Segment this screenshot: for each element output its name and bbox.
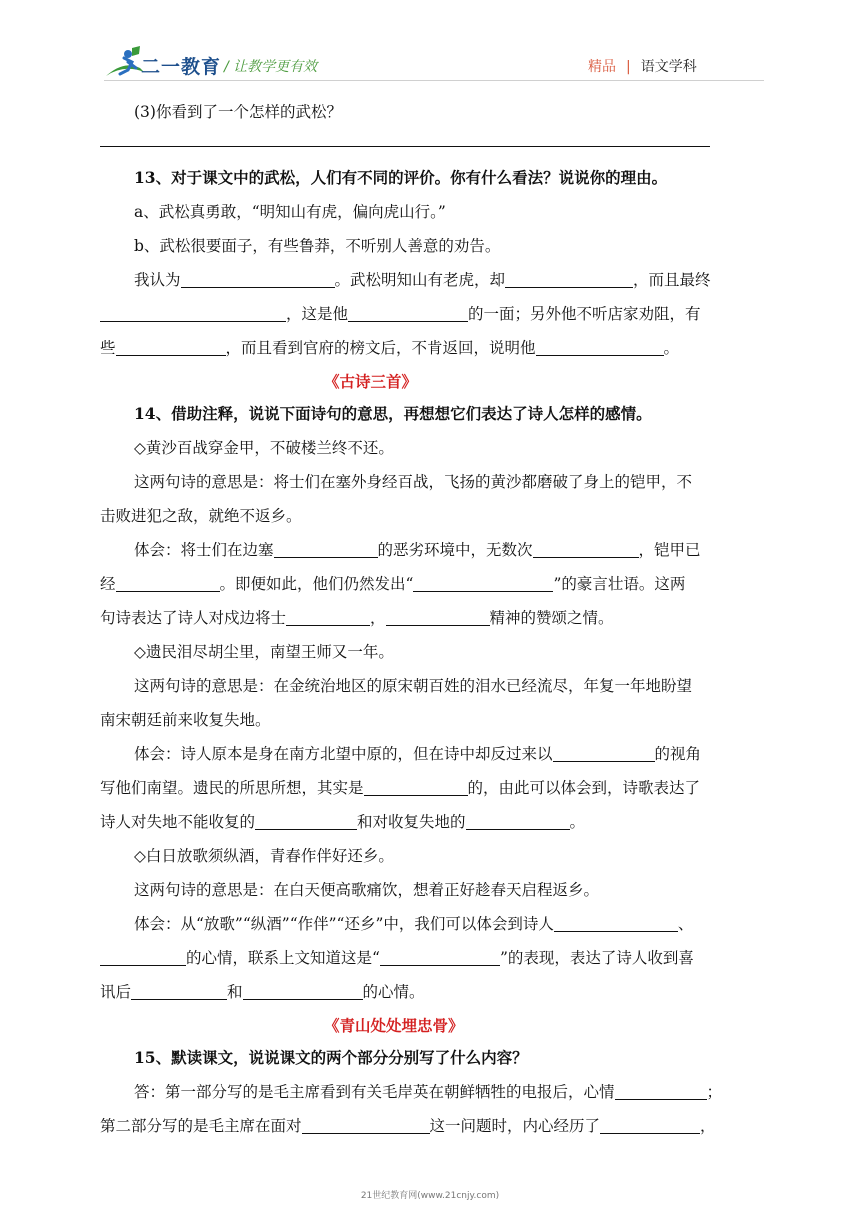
- q15-answer-1: [134, 1080, 722, 1102]
- q15-title: 15、默读课文，说说课文的两个部分分别写了什么内容？: [134, 1048, 528, 1067]
- blank: [380, 949, 500, 966]
- text-segment: ，而且看到官府的榜文后，不肯返回，说明他: [225, 339, 536, 357]
- header-separator: |: [626, 59, 631, 75]
- text-segment: 体会：从“放歌”“纵酒”“作伴”“还乡”中，我们可以体会到诗人: [134, 915, 554, 933]
- text-segment: 。即便如此，他们仍然发出“: [219, 575, 414, 593]
- text-segment: 的心情，联系上文知道这是“: [186, 949, 380, 967]
- subject-label: 语文学科: [640, 59, 697, 75]
- poem2-tihui-3: [100, 810, 585, 832]
- text-segment: ，: [700, 1117, 716, 1135]
- blank: [466, 813, 570, 830]
- text-segment: 。: [569, 813, 586, 831]
- poem1-meaning-1: 这两句诗的意思是：将士们在塞外身经百战，飞扬的黄沙都磨破了身上的铠甲，不: [134, 473, 693, 491]
- q13-line2: [100, 302, 701, 324]
- text-segment: 的，由此可以体会到，诗歌表达了: [467, 779, 701, 797]
- text-segment: 体会：将士们在边塞: [134, 541, 274, 559]
- blank: [348, 305, 468, 322]
- poem2-meaning-2: 南宋朝廷前来收复失地。: [100, 711, 271, 729]
- page-footer: 21世纪教育网(www.21cnjy.com): [360, 1191, 500, 1201]
- text-segment: 精神的赞颂之情。: [489, 609, 614, 627]
- poem-3: ◇白日放歌须纵酒，青春作伴好还乡。: [134, 847, 394, 865]
- brand-name: 二一教育: [141, 56, 222, 78]
- poem3-tihui-1: [134, 912, 693, 934]
- poem1-meaning-2: 击败进犯之敌，就绝不返乡。: [100, 507, 302, 525]
- poem2-tihui-1: [134, 742, 701, 764]
- section-title-qingshan: 《青山处处埋忠骨》: [324, 1016, 464, 1035]
- header-divider: [104, 80, 764, 81]
- text-segment: 讯后: [100, 983, 132, 1001]
- blank: [364, 779, 468, 796]
- q13-line1: [134, 268, 711, 290]
- poem1-tihui-1: [134, 538, 701, 560]
- poem2-meaning-1: 这两句诗的意思是：在金统治地区的原宋朝百姓的泪水已经流尽，年复一年地盼望: [134, 677, 693, 695]
- poem3-tihui-3: [100, 980, 425, 1002]
- blank: [505, 271, 633, 288]
- blank: [413, 575, 553, 592]
- page-header: [0, 0, 860, 85]
- text-segment: ，而且最终: [633, 271, 711, 289]
- blank: [131, 983, 227, 1000]
- blank: [533, 541, 639, 558]
- text-segment: 写他们南望。遗民的所思所想，其实是: [100, 779, 364, 797]
- text-segment: 这一问题时，内心经历了: [429, 1117, 601, 1135]
- blank: [181, 271, 335, 288]
- poem1-tihui-2: [100, 572, 685, 594]
- text-segment: 、: [677, 915, 694, 933]
- blank: [536, 339, 664, 356]
- text-segment: 的视角: [654, 745, 702, 763]
- text-segment: ，: [370, 609, 386, 627]
- poem3-tihui-2: [100, 946, 694, 968]
- quality-label: 精品: [588, 59, 616, 75]
- text-segment: ，铠甲已: [638, 541, 701, 559]
- text-segment: 我认为: [134, 271, 181, 289]
- slogan: / 让教学更有效: [224, 59, 318, 75]
- blank: [255, 813, 357, 830]
- text-segment: 经: [100, 575, 116, 593]
- text-segment: 第二部分写的是毛主席在面对: [100, 1117, 302, 1135]
- blank: [386, 609, 490, 626]
- text-segment: ，这是他: [286, 305, 349, 323]
- poem-1: ◇黄沙百战穿金甲，不破楼兰终不还。: [134, 439, 394, 457]
- blank: [615, 1083, 707, 1100]
- blank: [274, 541, 378, 558]
- q13-option-b: b、武松很要面子，有些鲁莽，不听别人善意的劝告。: [134, 237, 501, 255]
- blank: [116, 575, 220, 592]
- blank: [116, 339, 226, 356]
- text-segment: ”的豪言壮语。这两: [553, 575, 686, 593]
- text-segment: 。: [663, 339, 680, 357]
- text-segment: ”的表现，表达了诗人收到喜: [499, 949, 694, 967]
- blank: [243, 983, 363, 1000]
- text-segment: ；: [706, 1083, 723, 1101]
- header-right: [588, 56, 697, 76]
- q13-line3: [100, 336, 679, 358]
- text-segment: 体会：诗人原本是身在南方北望中原的，但在诗中却反过来以: [134, 745, 553, 763]
- text-segment: 和: [227, 983, 243, 1001]
- text-segment: 答：第一部分写的是毛主席看到有关毛岸英在朝鲜牺牲的电报后，心情: [134, 1083, 615, 1101]
- poem1-tihui-3: [100, 606, 614, 628]
- blank: [600, 1117, 700, 1134]
- poem2-tihui-2: [100, 776, 700, 798]
- q12-part3: (3)你看到了一个怎样的武松？: [134, 103, 342, 121]
- q14-title: 14、借助注释，说说下面诗句的意思，再想想它们表达了诗人怎样的感情。: [134, 404, 652, 423]
- blank: [100, 305, 286, 322]
- q13-title: 13、对于课文中的武松，人们有不同的评价。你有什么看法？说说你的理由。: [134, 168, 668, 187]
- answer-line: [100, 146, 710, 147]
- blank: [553, 745, 655, 762]
- poem3-meaning-1: 这两句诗的意思是：在白天便高歌痛饮，想着正好趁春天启程返乡。: [134, 881, 600, 899]
- text-segment: 和对收复失地的: [357, 813, 466, 831]
- text-segment: 的心情。: [362, 983, 425, 1001]
- q15-answer-2: [100, 1114, 716, 1136]
- blank: [100, 949, 186, 966]
- blank: [554, 915, 678, 932]
- text-segment: 些: [100, 339, 116, 357]
- text-segment: 诗人对失地不能收复的: [100, 813, 256, 831]
- blank: [302, 1117, 430, 1134]
- text-segment: 句诗表达了诗人对戍边将士: [100, 609, 287, 627]
- blank: [286, 609, 370, 626]
- text-segment: 。武松明知山有老虎，却: [334, 271, 506, 289]
- q13-option-a: a、武松真勇敢，“明知山有虎，偏向虎山行。”: [134, 203, 446, 221]
- poem-2: ◇遗民泪尽胡尘里，南望王师又一年。: [134, 643, 394, 661]
- text-segment: 的恶劣环境中，无数次: [377, 541, 533, 559]
- section-title-gushi: 《古诗三首》: [324, 372, 418, 391]
- text-segment: 的一面；另外他不听店家劝阻，有: [468, 305, 701, 323]
